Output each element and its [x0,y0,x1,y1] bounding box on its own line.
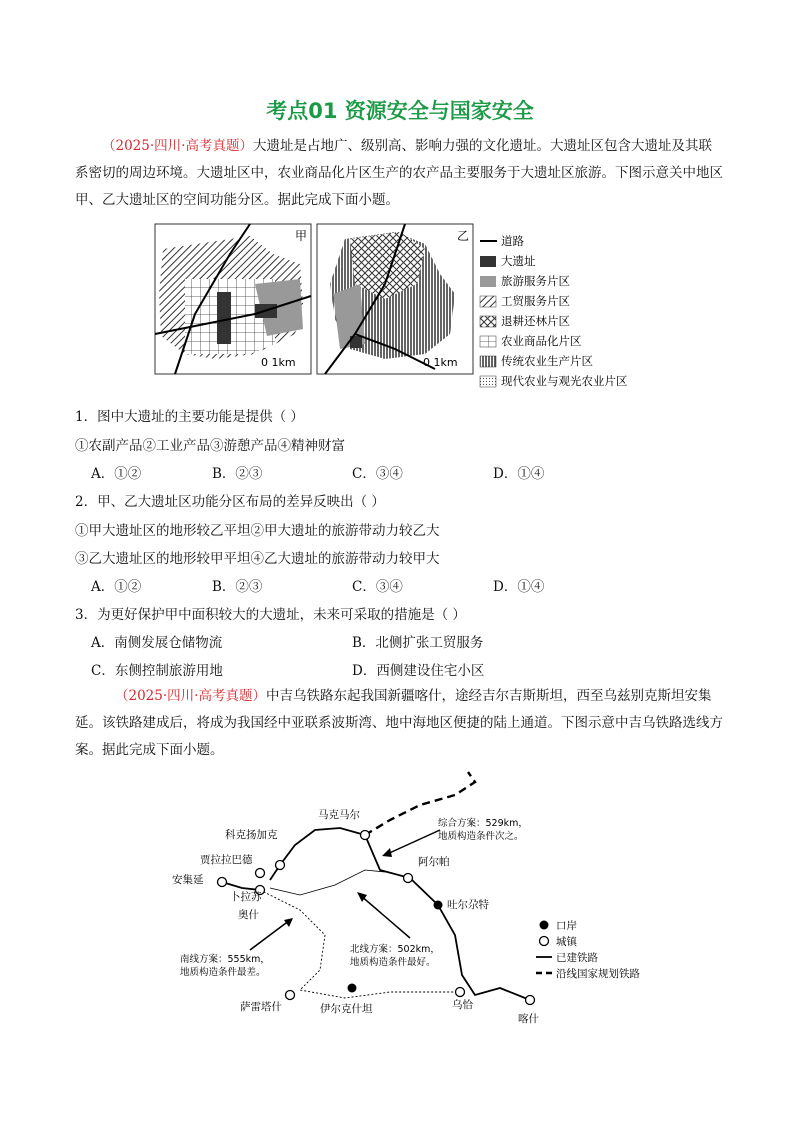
passage-2 [75,683,725,764]
legend-forest: 退耕还林片区 [501,314,570,328]
question-2-option-b[interactable]: B．②③ [212,579,263,595]
note-combined-line-2: 地质构造条件次之。 [438,831,524,842]
passage-2-source: （2025·四川·高考真题） [115,688,266,704]
note-north-line-1: 北线方案：502km， [350,944,440,955]
question-3-stem: 3．为更好保护甲中面积较大的大遗址，未来可采取的措施是（ ） [75,607,466,623]
town-jalalabad: 贾拉拉巴德 [200,854,253,866]
legend-agri-swatch [480,336,496,347]
question-2-items-2: ③乙大遗址区的地形较甲平坦④乙大遗址的旅游带动力较甲大 [75,551,440,567]
question-2-option-a[interactable]: A．①② [91,579,142,595]
legend-trade-swatch [480,296,496,307]
passage-1-source: （2025·四川·高考真题） [102,138,253,154]
town-kokyangak: 科克扬加克 [225,829,278,841]
note-south-line-2: 地质构造条件最差。 [180,967,266,978]
legend-tourism-swatch [480,276,496,287]
legend-road: 道路 [501,234,524,248]
legend-trade: 工贸服务片区 [501,294,570,308]
built-railway-line [222,882,260,890]
legend-site-swatch [480,256,496,267]
question-1-stem: 1．图中大遗址的主要功能是提供（ ） [75,409,304,425]
note-north-line-2: 地质构造条件最好。 [350,957,436,968]
legend-agri: 农业商品化片区 [501,334,582,348]
passage-1-text: 大遗址是占地广、级别高、影响力强的文化遗址。大遗址区包含大遗址及其联系密切的周边环境。大遗址区中，农业商品化片区生产的农产品主要服务于大遗址区旅游。下图示意关中地区甲、乙大遗址区的空间功能分区。据此完成下面小题。 [75,138,723,208]
town-kashgar: 喀什 [518,1013,539,1025]
port-marker-torugart [434,901,443,910]
question-2-items-1: ①甲大遗址区的地形较乙平坦②甲大遗址的旅游带动力较乙大 [75,523,440,539]
question-1-option-a[interactable]: A．①② [91,466,142,482]
town-torugart: 吐尔尕特 [447,899,489,911]
question-1-option-d[interactable]: D．①④ [493,466,545,482]
town-marker-makemar [361,831,370,840]
town-andijan: 安集延 [172,874,204,886]
legend-town: 城镇 [556,936,577,948]
town-wuqia: 乌恰 [452,999,473,1011]
legend-modern-swatch [480,376,496,387]
town-makemar: 马克马尔 [318,809,360,821]
combined-note-arrow [385,830,440,855]
legend-forest-swatch [480,316,496,327]
figure-1-zoning-map [155,224,655,394]
figure-2-railway-map [170,760,640,1030]
legend-built: 已建铁路 [556,952,598,964]
town-osh: 奥什 [238,909,259,921]
town-markers [218,831,535,1005]
passage-1 [75,133,725,214]
town-marker-arpa [404,874,413,883]
town-irkeshtam: 伊尔克什坦 [320,1003,373,1015]
legend-town-icon [540,937,549,946]
question-1-items: ①农副产品②工业产品③游憩产品④精神财富 [75,438,345,454]
question-1-option-b[interactable]: B．②③ [212,466,263,482]
north-route-line [270,870,385,895]
legend-tourism: 旅游服务片区 [501,274,570,288]
question-3-option-c[interactable]: C．东侧控制旅游用地 [91,663,223,679]
note-south-line-1: 南线方案：555km， [180,954,270,965]
south-arrowhead-icon [284,918,293,927]
town-marker-andijan [218,878,227,887]
legend-modern: 现代农业与观光农业片区 [501,374,628,388]
question-1-option-c[interactable]: C．③④ [352,466,403,482]
question-3-option-d[interactable]: D．西侧建设住宅小区 [352,663,485,679]
town-arpa: 阿尔帕 [418,856,450,868]
south-note-arrow [250,920,290,950]
town-marker-jalalabad [256,869,265,878]
town-marker-kokyangak [276,861,285,870]
combined-route-west [270,828,365,880]
page-title: 考点01 资源安全与国家安全 [266,99,534,123]
legend-traditional-swatch [480,356,496,367]
figure-2-legend [536,919,640,980]
passage-2-text: 中吉乌铁路东起我国新疆喀什，途经吉尔吉斯斯坦，西至乌兹别克斯坦安集延。该铁路建成后，将成为我国经中亚联系波斯湾、地中海地区便捷的陆上通道。下图示意中吉乌铁路选线方案。据此完成下面小题。 [75,688,723,758]
panel-b-label: 乙 [457,229,470,243]
north-note-arrow [360,895,410,938]
question-3-option-a[interactable]: A．南侧发展仓储物流 [91,635,223,651]
legend-port: 口岸 [556,920,577,932]
town-saritash: 萨雷塔什 [240,1001,282,1013]
combined-arrowhead-icon [382,848,392,857]
legend-planned: 沿线国家规划铁路 [556,968,640,980]
figure-1-legend [480,234,628,388]
question-3-option-b[interactable]: B．北侧扩张工贸服务 [352,635,484,651]
question-2-stem: 2．甲、乙大遗址区功能分区布局的差异反映出（ ） [75,494,385,510]
legend-port-icon [540,921,549,930]
panel-a-site-large [217,292,231,344]
question-2-option-d[interactable]: D．①④ [493,579,545,595]
port-marker-irkeshtam [348,984,357,993]
panel-a-label: 甲 [295,229,308,243]
note-combined-line-1: 综合方案：529km， [438,818,528,829]
panel-a-scale: 0 1km [261,356,296,369]
question-2-option-c[interactable]: C．③④ [352,579,403,595]
legend-traditional: 传统农业生产片区 [501,354,593,368]
town-marker-kashgar [526,996,535,1005]
town-marker-saritash [286,991,295,1000]
panel-b-scale: 0 1km [423,356,458,369]
town-bulasu: 卜拉苏 [230,891,262,903]
legend-site: 大遗址 [501,254,536,268]
town-marker-wuqia [456,988,465,997]
